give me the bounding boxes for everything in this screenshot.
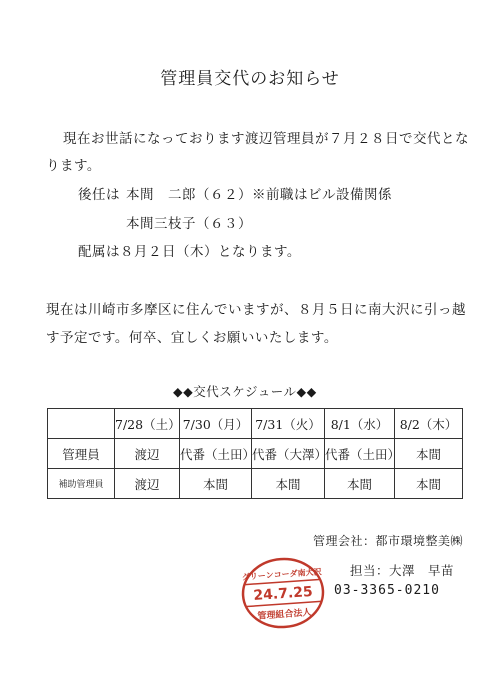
schedule-title: ◆◆交代スケジュール◆◆: [173, 384, 317, 399]
header-date: 7/28（土）: [115, 409, 180, 439]
table-cell: 本間: [325, 469, 395, 499]
relocation-paragraph-line-2: す予定です。何卒、宜しくお願いいたします。: [46, 330, 338, 346]
company-name: 管理会社：都市環境整美㈱: [313, 534, 464, 548]
table-row: [48, 439, 463, 469]
stamp-date: 24.7.25: [252, 583, 314, 605]
successor-2: 本間三枝子（６３）: [126, 216, 252, 232]
table-cell: 代番（土田）: [180, 439, 252, 469]
successor-label: 後任は: [78, 187, 120, 203]
header-date: 7/30（月）: [180, 409, 252, 439]
table-cell: 本間: [252, 469, 325, 499]
table-cell: 渡辺: [115, 439, 180, 469]
stamp-seal: [240, 556, 326, 630]
approval-stamp: [240, 556, 326, 630]
contact-person: 担当：大澤 早苗: [350, 563, 455, 578]
table-row: [48, 469, 463, 499]
successor-1: 本間 二郎（６２）※前職はビル設備関係: [126, 187, 392, 203]
table-cell: 本間: [395, 439, 463, 469]
row-label-manager: 管理員: [48, 439, 115, 469]
assignment-date: 配属は８月２日（木）となります。: [78, 244, 301, 260]
table-cell: 代番（大澤）: [252, 439, 325, 469]
header-empty: [48, 409, 115, 439]
schedule-table: [47, 408, 463, 499]
stamp-line-3: 管理組合法人: [257, 608, 312, 622]
header-date: 7/31（火）: [252, 409, 325, 439]
intro-paragraph-line-2: ります。: [46, 158, 101, 174]
page-title: 管理員交代のお知らせ: [160, 69, 340, 89]
phone-number: 03-3365-0210: [334, 583, 440, 598]
table-cell: 本間: [180, 469, 252, 499]
intro-paragraph-line-1: 現在お世話になっております渡辺管理員が７月２８日で交代とな: [63, 131, 469, 147]
table-cell: 代番（土田）: [325, 439, 395, 469]
schedule-header-row: [48, 409, 463, 439]
table-cell: 渡辺: [115, 469, 180, 499]
stamp-line-1: グリーンコーダ南大沢: [241, 567, 322, 582]
row-label-assistant-manager: 補助管理員: [48, 469, 115, 499]
table-cell: 本間: [395, 469, 463, 499]
header-date: 8/2（木）: [395, 409, 463, 439]
header-date: 8/1（水）: [325, 409, 395, 439]
relocation-paragraph-line-1: 現在は川崎市多摩区に住んでいますが、８月５日に南大沢に引っ越: [46, 302, 466, 318]
